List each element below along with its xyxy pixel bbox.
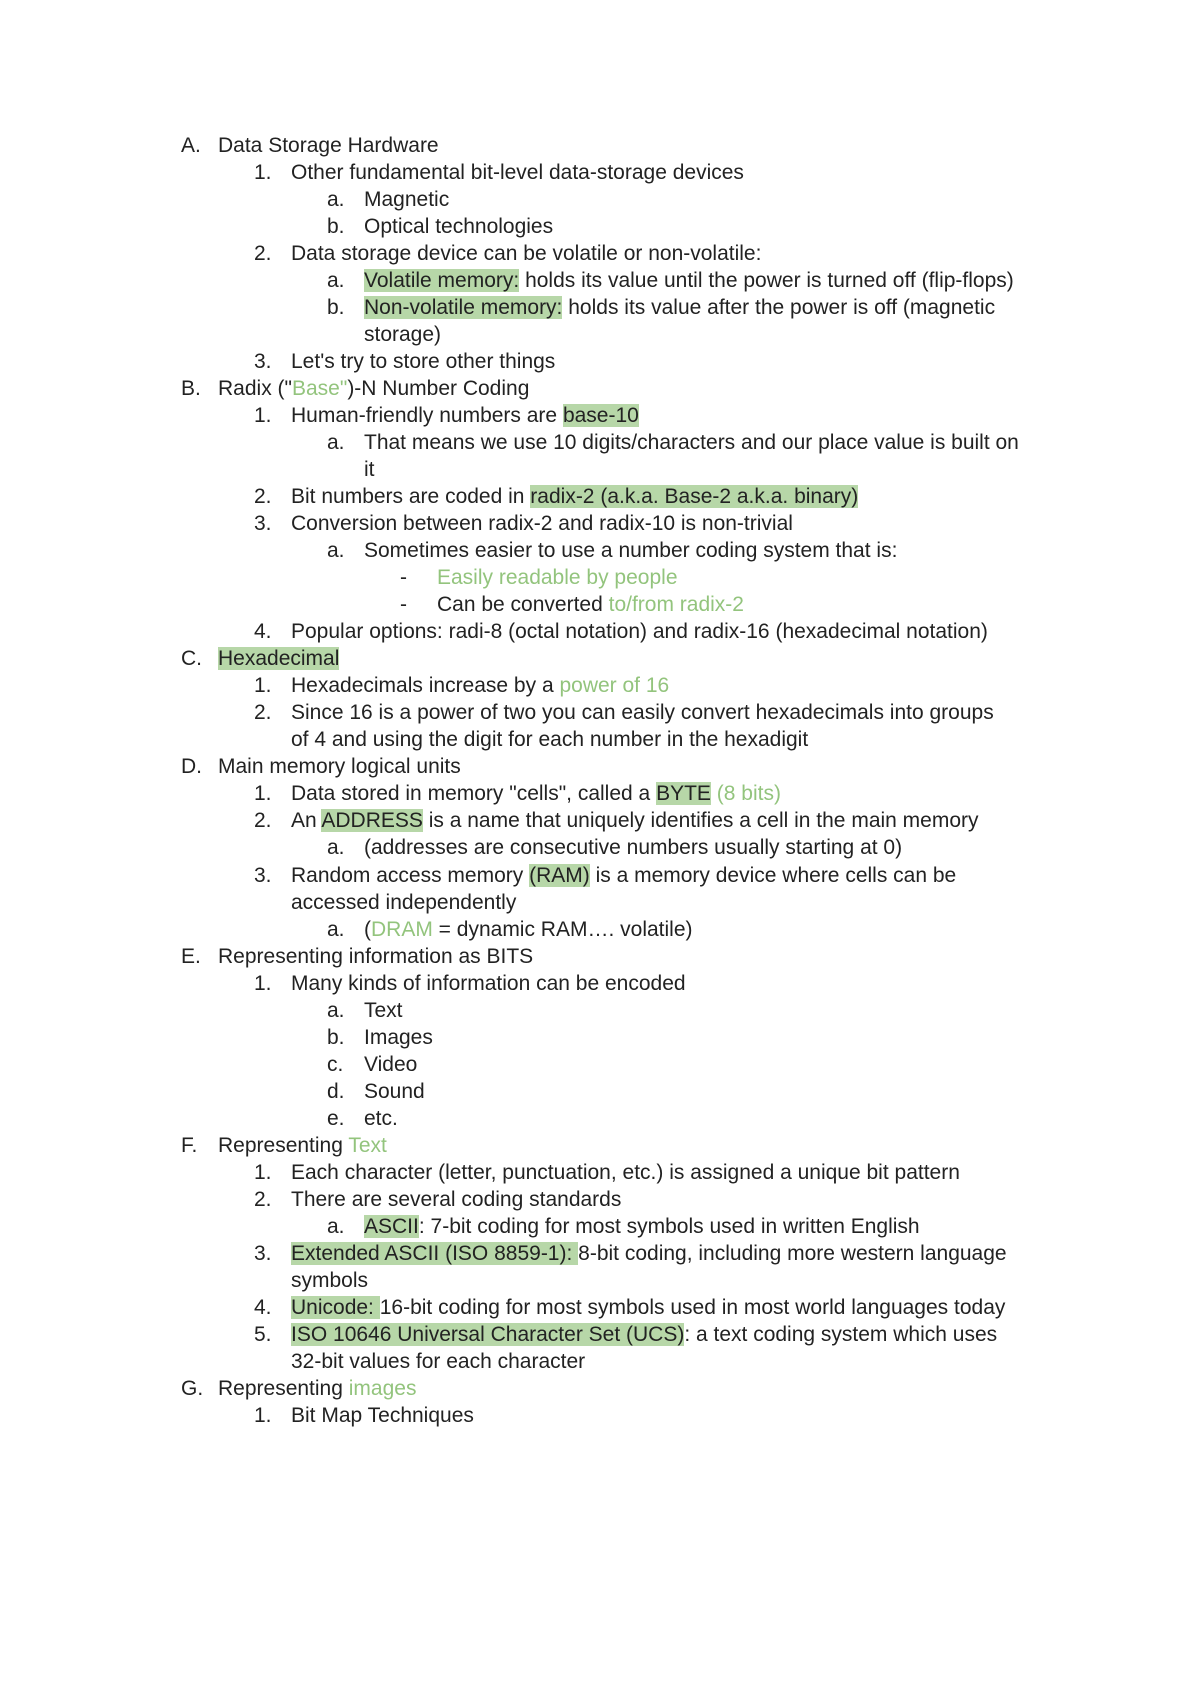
list-item-text <box>291 891 516 915</box>
green-text: to/from radix-2 <box>608 593 744 616</box>
list-marker: 1. <box>254 782 272 805</box>
list-marker: G. <box>181 1377 204 1400</box>
text-segment: There are several coding standards <box>291 1188 622 1211</box>
text-segment: Sometimes easier to use a number coding system that is: <box>364 539 898 562</box>
list-item-text <box>218 134 439 158</box>
list-item-text <box>364 1080 425 1104</box>
list-item-text <box>364 836 902 860</box>
text-segment: Many kinds of information can be encoded <box>291 972 686 995</box>
list-marker: - <box>400 593 407 616</box>
text-segment: it <box>364 458 375 481</box>
highlighted-text: (RAM) <box>529 864 590 887</box>
list-marker: b. <box>327 215 345 238</box>
list-marker: d. <box>327 1080 345 1103</box>
list-item-text <box>364 999 403 1023</box>
list-marker: 2. <box>254 701 272 724</box>
list-item-text <box>291 1242 1007 1266</box>
list-marker: B. <box>181 377 201 400</box>
list-marker: D. <box>181 755 202 778</box>
list-item-text <box>364 323 441 347</box>
list-item-text <box>364 296 995 320</box>
text-segment: Video <box>364 1053 418 1076</box>
green-text: Base" <box>291 377 348 400</box>
highlighted-text: Unicode: <box>291 1296 380 1319</box>
text-segment: 16-bit coding for most symbols used in most world languages today <box>379 1296 1006 1319</box>
text-segment: storage) <box>364 323 442 346</box>
list-marker: 3. <box>254 350 272 373</box>
list-marker: 3. <box>254 512 272 535</box>
text-segment: Hexadecimals increase by a <box>291 674 560 697</box>
list-item-text <box>291 728 808 752</box>
list-marker: 1. <box>254 674 272 697</box>
highlighted-text: ISO 10646 Universal Character Set (UCS) <box>291 1323 685 1346</box>
text-segment: 8-bit coding, including more western language <box>578 1242 1007 1265</box>
list-item-text <box>291 161 744 185</box>
text-segment: is a memory device where cells can be <box>589 864 957 887</box>
list-item-text <box>291 674 669 698</box>
text-segment: An <box>291 809 322 832</box>
list-item-text <box>364 269 1014 293</box>
list-item-text <box>291 1269 368 1293</box>
text-segment: Random access memory <box>291 864 530 887</box>
green-text: images <box>348 1377 417 1400</box>
text-segment: Can be converted <box>437 593 609 616</box>
text-segment: Data stored in memory "cells", called a <box>291 782 657 805</box>
text-segment: )-N Number Coding <box>347 377 530 400</box>
list-marker: 2. <box>254 809 272 832</box>
list-item-text <box>218 945 533 969</box>
green-text: (8 bits) <box>710 782 781 805</box>
list-marker: a. <box>327 999 345 1022</box>
text-segment: Since 16 is a power of two you can easily convert hexadecimals into groups <box>291 701 994 724</box>
list-item-text <box>291 512 793 536</box>
text-segment: Representing information as BITS <box>218 945 534 968</box>
text-segment: Text <box>364 999 403 1022</box>
green-text: Text <box>348 1134 387 1157</box>
list-item-text <box>364 215 553 239</box>
highlighted-text: base-10 <box>562 404 639 427</box>
text-segment: Human-friendly numbers are <box>291 404 563 427</box>
list-item-text <box>291 864 956 888</box>
text-segment: Representing <box>218 1134 349 1157</box>
list-item-text <box>364 918 693 942</box>
list-item-text <box>218 1134 387 1158</box>
list-marker: a. <box>327 1215 345 1238</box>
highlighted-text: radix-2 (a.k.a. Base-2 a.k.a. binary) <box>530 485 859 508</box>
text-segment: Data Storage Hardware <box>218 134 439 157</box>
list-marker: 4. <box>254 1296 272 1319</box>
text-segment: Radix (" <box>218 377 292 400</box>
list-item-text <box>291 1350 585 1374</box>
list-marker: 1. <box>254 972 272 995</box>
list-marker: 3. <box>254 864 272 887</box>
list-marker: C. <box>181 647 202 670</box>
highlighted-text: Non-volatile memory: <box>364 296 563 319</box>
list-item-text <box>291 809 979 833</box>
text-segment: holds its value after the power is off (magnetic <box>562 296 996 319</box>
text-segment: Representing <box>218 1377 349 1400</box>
list-marker: - <box>400 566 407 589</box>
text-segment: symbols <box>291 1269 369 1292</box>
list-marker: b. <box>327 1026 345 1049</box>
list-item-text <box>364 188 449 212</box>
text-segment: Bit numbers are coded in <box>291 485 531 508</box>
text-segment: etc. <box>364 1107 398 1130</box>
list-item-text <box>364 1107 398 1131</box>
text-segment: Let's try to store other things <box>291 350 556 373</box>
highlighted-text: Extended ASCII (ISO 8859-1): <box>291 1242 579 1265</box>
text-segment: Each character (letter, punctuation, etc.) is assigned a unique bit pattern <box>291 1161 960 1184</box>
list-item-text <box>218 377 529 401</box>
text-segment: holds its value until the power is turned off (flip-flops) <box>519 269 1014 292</box>
list-item-text <box>291 485 858 509</box>
list-marker: 2. <box>254 485 272 508</box>
list-item-text <box>218 755 461 779</box>
text-segment: Optical technologies <box>364 215 554 238</box>
list-marker: b. <box>327 296 345 319</box>
text-segment: : a text coding system which uses <box>684 1323 998 1346</box>
list-item-text <box>291 1296 1005 1320</box>
list-marker: a. <box>327 188 345 211</box>
list-marker: 1. <box>254 161 272 184</box>
list-marker: 2. <box>254 1188 272 1211</box>
list-marker: E. <box>181 945 201 968</box>
list-marker: 1. <box>254 1404 272 1427</box>
highlighted-text: ASCII <box>364 1215 419 1238</box>
highlighted-text: Hexadecimal <box>218 647 340 670</box>
list-item-text <box>291 1188 621 1212</box>
text-segment: accessed independently <box>291 891 517 914</box>
list-marker: 2. <box>254 242 272 265</box>
list-item-text <box>291 350 555 374</box>
list-marker: 1. <box>254 1161 272 1184</box>
text-segment: 32-bit values for each character <box>291 1350 586 1373</box>
list-marker: a. <box>327 539 345 562</box>
highlighted-text: Volatile memory: <box>364 269 520 292</box>
list-item-text <box>291 1404 474 1428</box>
text-segment: Popular options: radi-8 (octal notation) and radix-16 (hexadecimal notation) <box>291 620 988 643</box>
list-item-text <box>364 1053 417 1077</box>
list-marker: F. <box>181 1134 198 1157</box>
text-segment: Conversion between radix-2 and radix-10 is non-trivial <box>291 512 793 535</box>
text-segment: is a name that uniquely identifies a cell in the main memory <box>422 809 979 832</box>
list-marker: a. <box>327 431 345 454</box>
list-marker: a. <box>327 269 345 292</box>
text-segment: Sound <box>364 1080 425 1103</box>
text-segment: Magnetic <box>364 188 450 211</box>
text-segment: ( <box>364 918 371 941</box>
list-marker: 3. <box>254 1242 272 1265</box>
list-item-text <box>291 404 639 428</box>
list-item-text <box>291 701 994 725</box>
text-segment: Bit Map Techniques <box>291 1404 474 1427</box>
list-marker: a. <box>327 836 345 859</box>
list-item-text <box>364 458 375 482</box>
list-marker: c. <box>327 1053 344 1076</box>
list-marker: 4. <box>254 620 272 643</box>
list-marker: 5. <box>254 1323 272 1346</box>
list-item-text <box>364 431 1019 455</box>
text-segment: That means we use 10 digits/characters and our place value is built on <box>364 431 1019 454</box>
list-item-text <box>364 539 897 563</box>
list-item-text <box>291 620 988 644</box>
text-segment: Images <box>364 1026 433 1049</box>
text-segment: of 4 and using the digit for each number in the hexadigit <box>291 728 809 751</box>
list-item-text <box>364 1026 433 1050</box>
list-marker: A. <box>181 134 201 157</box>
text-segment: = dynamic RAM…. volatile) <box>432 918 693 941</box>
list-item-text <box>291 782 781 806</box>
highlighted-text: BYTE <box>656 782 711 805</box>
list-item-text <box>291 972 686 996</box>
text-segment: Data storage device can be volatile or non-volatile: <box>291 242 762 265</box>
green-text: DRAM <box>371 918 433 941</box>
list-item-text <box>291 1161 960 1185</box>
list-item-text <box>218 647 339 671</box>
list-marker: 1. <box>254 404 272 427</box>
highlighted-text: ADDRESS <box>321 809 423 832</box>
list-item-text <box>218 1377 416 1401</box>
list-item-text <box>437 593 744 617</box>
text-segment: Main memory logical units <box>218 755 461 778</box>
green-text: Easily readable by people <box>437 566 678 589</box>
list-item-text <box>291 242 761 266</box>
text-segment: Other fundamental bit-level data-storage devices <box>291 161 744 184</box>
list-item-text <box>364 1215 920 1239</box>
list-marker: a. <box>327 918 345 941</box>
green-text: power of 16 <box>559 674 670 697</box>
list-item-text <box>437 566 678 590</box>
text-segment: : 7-bit coding for most symbols used in written English <box>418 1215 920 1238</box>
list-item-text <box>291 1323 997 1347</box>
list-marker: e. <box>327 1107 345 1130</box>
text-segment: (addresses are consecutive numbers usually starting at 0) <box>364 836 903 859</box>
